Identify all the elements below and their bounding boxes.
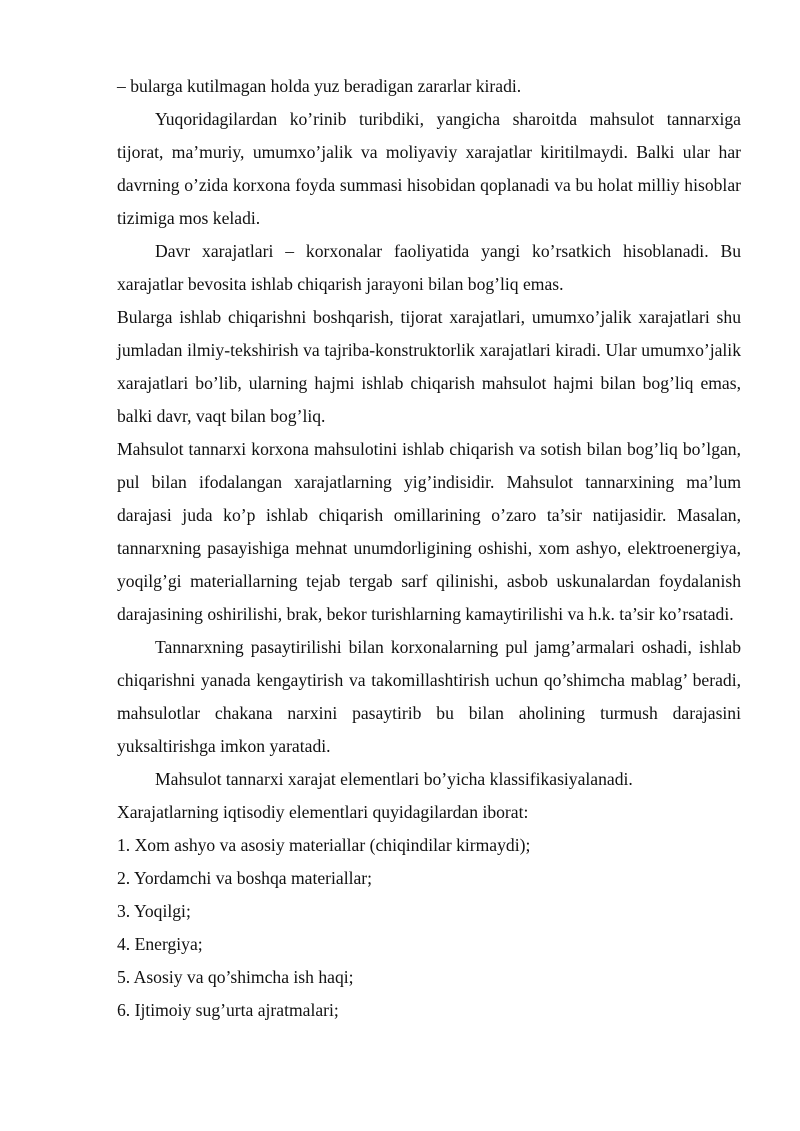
paragraph-general-costs: Bularga ishlab chiqarishni boshqarish, tijorat xarajatlari, umumxo’jalik xarajatlari shu jumladan ilmiy-tekshirish va tajriba-konstruktorlik xarajatlari kiradi. Ular umumxo’jalik xarajatlari bo’lib, ularning hajmi ishlab chiqarish mahsulot hajmi bilan bog’liq emas, balki davr, vaqt bilan bog’liq. (117, 307, 741, 426)
list-item: 3. Yoqilgi; (117, 901, 191, 921)
paragraph-cost-reduction: Tannarxning pasaytirilishi bilan korxonalarning pul jamg’armalari oshadi, ishlab chiqarishni yanada kengaytirish va takomillashtirish uchun qo’shimcha mablag’ beradi, mahsulotlar chakana narxini pasaytirib bu bilan aholining turmush darajasini yuksaltirishga imkon yaratadi. (117, 637, 741, 756)
list-item: 5. Asosiy va qo’shimcha ish haqi; (117, 967, 354, 987)
paragraph-intro: Yuqoridagilardan ko’rinib turibdiki, yangicha sharoitda mahsulot tannarxiga tijorat, ma’muriy, umumxo’jalik va moliyaviy xarajatlar kiritilmaydi. Balki ular har davrning o’zida korxona foyda summasi hisobidan qoplanadi va bu holat milliy hisoblar tizimiga mos keladi. (117, 109, 741, 228)
paragraph-period-costs: Davr xarajatlari – korxonalar faoliyatida yangi ko’rsatkich hisoblanadi. Bu xarajatlar bevosita ishlab chiqarish jarayoni bilan bog’liq emas. (117, 241, 741, 294)
document-page (117, 70, 741, 1027)
list-item: 2. Yordamchi va boshqa materiallar; (117, 868, 373, 888)
list-item: 1. Xom ashyo va asosiy materiallar (chiqindilar kirmaydi); (117, 835, 531, 855)
list-item: 6. Ijtimoiy sug’urta ajratmalari; (117, 1000, 339, 1020)
paragraph-elements-intro: Xarajatlarning iqtisodiy elementlari quyidagilardan iborat: (117, 802, 529, 822)
paragraph-cost-price: Mahsulot tannarxi korxona mahsulotini ishlab chiqarish va sotish bilan bog’liq bo’lgan, pul bilan ifodalangan xarajatlarning yig’indisidir. Mahsulot tannarxining ma’lum darajasi juda ko’p ishlab chiqarish omillarining o’zaro ta’sir natijasidir. Masalan, tannarxning pasayishiga mehnat unumdorligining oshishi, xom ashyo, elektroenergiya, yoqilg’gi materiallarning tejab tergab sarf qilinishi, asbob uskunalardan foydalanish darajasining oshirilishi, brak, bekor turishlarning kamaytirilishi va h.k. ta’sir ko’rsatadi. (117, 439, 741, 624)
paragraph-dash-item: – bularga kutilmagan holda yuz beradigan zararlar kiradi. (117, 76, 522, 96)
list-item: 4. Energiya; (117, 934, 203, 954)
cost-elements-list (117, 829, 741, 1027)
paragraph-classification: Mahsulot tannarxi xarajat elementlari bo’yicha klassifikasiyalanadi. (155, 769, 633, 789)
